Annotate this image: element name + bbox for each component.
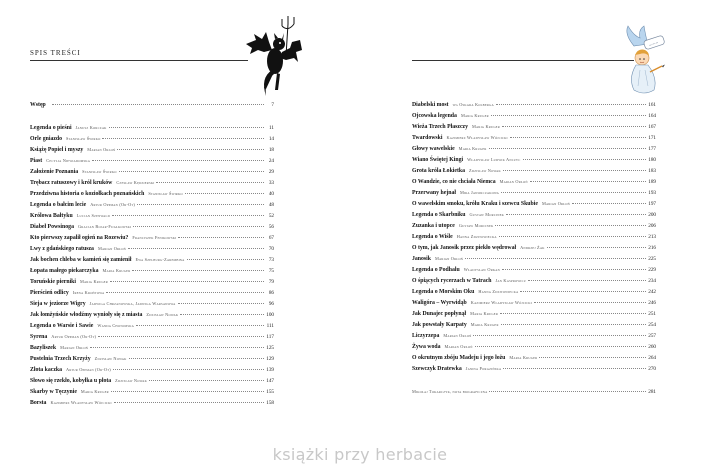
entry-author: Marian Orłoń xyxy=(541,201,571,206)
entry-author: Marian Orłoń xyxy=(443,333,472,338)
toc-entry[interactable] xyxy=(412,364,656,373)
toc-entry[interactable] xyxy=(30,200,274,209)
entry-page: 180 xyxy=(648,157,656,163)
leader-dots xyxy=(114,397,264,403)
leader-dots xyxy=(110,276,264,282)
entry-author: Maria Kruger xyxy=(80,389,109,394)
entry-author: Mira Jaworczakowa xyxy=(459,190,500,195)
toc-entry[interactable] xyxy=(30,398,274,407)
toc-entry[interactable] xyxy=(30,189,274,198)
entry-author: Kazimierz Władysław Wójcicki xyxy=(50,400,112,405)
entry-title: Jak Dunajec popłynął xyxy=(412,311,467,317)
toc-entry[interactable] xyxy=(412,276,656,285)
entry-page: 158 xyxy=(266,400,274,406)
toc-entry[interactable] xyxy=(30,321,274,330)
leader-dots xyxy=(136,320,264,326)
entry-title: O Wandzie, co nie chciała Niemca xyxy=(412,179,496,185)
entry-author: Irena Krońtowa xyxy=(72,290,105,295)
toc-entry[interactable] xyxy=(412,287,656,296)
toc-entry[interactable] xyxy=(30,266,274,275)
entry-author: Janina Porazińska xyxy=(465,366,502,371)
entry-author: Stanisław Świrko xyxy=(82,169,117,174)
toc-entry[interactable] xyxy=(412,199,656,208)
toc-heading: SPIS TREŚCI xyxy=(30,49,81,57)
leader-dots xyxy=(530,176,646,182)
leader-dots xyxy=(499,231,646,237)
entry-author: Marian Orłoń xyxy=(97,246,127,251)
entry-page: 100 xyxy=(266,312,274,318)
entry-page: 111 xyxy=(266,323,274,329)
entry-page: 167 xyxy=(648,124,656,130)
entry-author: Zdzisław Nowak xyxy=(146,312,179,317)
toc-entry[interactable] xyxy=(412,155,656,164)
toc-entry[interactable] xyxy=(412,309,656,318)
leader-dots xyxy=(109,122,264,128)
leader-dots xyxy=(489,386,646,392)
toc-entry[interactable] xyxy=(30,222,274,231)
entry-author: Maria Kruger xyxy=(472,124,500,129)
entry-title: Przedziwna historia o koziołkach poznańskich xyxy=(30,191,145,197)
entry-title: Ojcowska legenda xyxy=(412,113,457,119)
leader-dots xyxy=(475,341,646,347)
toc-entry[interactable] xyxy=(412,320,656,329)
entry-author: Wanda Chotomska xyxy=(97,323,134,328)
entry-title: Legenda o pieśni xyxy=(30,125,72,131)
entry-page: 96 xyxy=(268,301,274,307)
entry-author: Cecylia Niewiadomska xyxy=(46,158,91,163)
entry-author: Gracjan Bojar-Fijałkowski xyxy=(77,224,132,229)
entry-author: Stanisław Świrko xyxy=(148,191,183,196)
entry-author: Marian Orłoń xyxy=(499,179,528,184)
entry-page: 200 xyxy=(648,212,656,218)
toc-entry[interactable] xyxy=(30,123,274,132)
entry-title: Legenda o bałcim lecie xyxy=(30,202,87,208)
entry-title: Legenda o Warsie i Sawie xyxy=(30,323,94,329)
entry-page: 14 xyxy=(268,136,274,142)
entry-page: 193 xyxy=(648,190,656,196)
entry-title: Legenda o Skarbniku xyxy=(412,212,466,218)
leader-dots xyxy=(473,330,646,336)
entry-author: wg Oskara Kolberga xyxy=(452,102,494,107)
entry-author: Maria Kruger xyxy=(80,279,108,284)
toc-entry[interactable] xyxy=(30,244,274,253)
leader-dots xyxy=(132,265,264,271)
entry-author: Ewa Szelburg-Zarembina xyxy=(135,257,185,262)
entry-page: 251 xyxy=(648,311,656,317)
entry-author: Stanisław Świrko xyxy=(66,136,101,141)
entry-page: 7 xyxy=(271,102,274,108)
entry-title: Jak bochen chleba w kamień się zamienił xyxy=(30,257,132,263)
entry-title: Sieja w jeziorze Wigry xyxy=(30,301,86,307)
toc-entry[interactable] xyxy=(412,342,656,351)
leader-dots xyxy=(106,287,264,293)
entry-title: Piast xyxy=(30,158,43,164)
entry-page: 254 xyxy=(648,322,656,328)
entry-author: Maria Kruger xyxy=(509,355,538,360)
entry-author: Czesław Kędzierski xyxy=(116,180,155,185)
entry-page: 257 xyxy=(648,333,656,339)
entry-title: O śpiących rycerzach w Tatrach xyxy=(412,278,492,284)
entry-page: 70 xyxy=(268,246,274,252)
leader-dots xyxy=(92,155,264,161)
leader-dots xyxy=(510,132,646,138)
toc-entry[interactable] xyxy=(30,277,274,286)
leader-dots xyxy=(572,198,646,204)
toc-entry[interactable] xyxy=(412,221,656,230)
toc-entry[interactable] xyxy=(412,177,656,186)
entry-page: 216 xyxy=(648,245,656,251)
entry-page: 183 xyxy=(648,168,656,174)
entry-page: 177 xyxy=(648,146,656,152)
entry-title: Wieża Trzech Płaszczy xyxy=(412,124,469,130)
entry-title: Kto pierwszy zapalił ogień na Rozewiu? xyxy=(30,235,129,241)
entry-page: 86 xyxy=(268,290,274,296)
entry-author: Zdzisław Nowak xyxy=(115,378,148,383)
entry-author: Zdzisław Nowak xyxy=(469,168,501,173)
heading-rule xyxy=(30,60,248,61)
leader-dots xyxy=(501,319,646,325)
entry-title: Grota króla Łokietka xyxy=(412,168,466,174)
entry-title: Liczyrzepa xyxy=(412,333,440,339)
entry-title: Szewczyk Dratewka xyxy=(412,366,462,372)
entry-title: Trębacz ratuszowy i król kruków xyxy=(30,180,113,186)
entry-page: 206 xyxy=(648,223,656,229)
toc-entry[interactable] xyxy=(30,211,274,220)
entry-title: Orle gniazdo xyxy=(30,136,63,142)
entry-title: Janosik xyxy=(412,256,432,262)
toc-entry[interactable] xyxy=(30,332,274,341)
entry-title: Żywa woda xyxy=(412,344,441,350)
entry-title: Pustelnia Trzech Krzyży xyxy=(30,356,91,362)
entry-author: Jadwiga Chrzanowska, Jadwiga Warsawowa xyxy=(89,301,176,306)
leader-dots xyxy=(500,308,646,314)
entry-title: Borsta xyxy=(30,400,47,406)
toc-entry[interactable] xyxy=(412,232,656,241)
leader-dots xyxy=(119,166,264,172)
toc-entry[interactable] xyxy=(412,111,656,120)
entry-title: Wstęp xyxy=(30,102,46,108)
entry-author: Kazimierz Władysław Wójcicki xyxy=(446,135,508,140)
entry-title: Przerwany hejnał xyxy=(412,190,456,196)
toc-entry[interactable] xyxy=(412,144,656,153)
entry-page: 281 xyxy=(648,389,656,395)
entry-title: Zuzanka i utopce xyxy=(412,223,455,229)
leader-dots xyxy=(502,121,646,127)
entry-author: Maria Kruger xyxy=(460,113,489,118)
entry-title: Wiano Świętej Kingi xyxy=(412,157,464,163)
entry-author: Andrzej Żak xyxy=(520,245,545,250)
entry-title: O wawelskim smoku, królu Kraku i szewcu Skubie xyxy=(412,201,538,207)
entry-title: Toruńskie pierniki xyxy=(30,279,77,285)
entry-author: Kazimierz Władysław Wójcicki xyxy=(470,300,532,305)
toc-entry[interactable] xyxy=(412,133,656,142)
entry-author: Artur Oppman (Or-Ot) xyxy=(51,334,97,339)
leader-dots xyxy=(495,220,646,226)
leader-dots xyxy=(534,297,646,303)
entry-author: Mikołaj Tokarczyk, nota biograficzna xyxy=(412,389,488,394)
leader-dots xyxy=(137,199,264,205)
angel-illustration xyxy=(618,24,678,100)
toc-entry[interactable] xyxy=(30,100,274,109)
toc-entry[interactable] xyxy=(30,134,274,143)
leader-dots xyxy=(149,375,264,381)
toc-entry[interactable] xyxy=(412,265,656,274)
entry-title: Diabeł Powsinoga xyxy=(30,224,74,230)
entry-page: 246 xyxy=(648,300,656,306)
entry-page: 147 xyxy=(266,378,274,384)
entry-author: Marian Orłoń xyxy=(60,345,89,350)
entry-page: 33 xyxy=(268,180,274,186)
entry-page: 225 xyxy=(648,256,656,262)
leader-dots xyxy=(503,165,646,171)
leader-dots xyxy=(178,298,265,304)
entry-title: O tym, jak Janosik przez piekło wędrował xyxy=(412,245,517,251)
entry-title: O okrutnym zbóju Madeju i jego łożu xyxy=(412,355,506,361)
entry-title: Skarby w Tęczynie xyxy=(30,389,77,395)
entry-title: Jak powstały Karpaty xyxy=(412,322,467,328)
leader-dots xyxy=(133,221,264,227)
entry-page: 67 xyxy=(268,235,274,241)
toc-entry[interactable] xyxy=(412,100,656,109)
entry-title: Założenie Poznania xyxy=(30,169,79,175)
leader-dots xyxy=(112,210,264,216)
entry-title: Lwy z gdańskiego ratusza xyxy=(30,246,94,252)
entry-author: Hanna Zdzitowiecka xyxy=(478,289,519,294)
entry-title: Jak łomżyńskie włodźmy wynioły się z miasta xyxy=(30,312,143,318)
toc-entry[interactable] xyxy=(30,354,274,363)
entry-title: Legenda o Morskim Oku xyxy=(412,289,475,295)
toc-entry[interactable] xyxy=(412,387,656,396)
entry-title: Łopata małego piekarczyka xyxy=(30,268,99,274)
entry-author: Marian Orłoń xyxy=(87,147,116,152)
entry-page: 264 xyxy=(648,355,656,361)
entry-page: 260 xyxy=(648,344,656,350)
entry-page: 197 xyxy=(648,201,656,207)
leader-dots xyxy=(156,177,264,183)
entry-author: Lucjan Szenwald xyxy=(76,213,110,218)
entry-author: Janusz Korczak xyxy=(75,125,107,130)
left-page xyxy=(0,0,360,440)
heading-rule xyxy=(412,60,634,61)
leader-dots xyxy=(185,188,264,194)
entry-title: Legenda o Wiśle xyxy=(412,234,453,240)
toc-entry[interactable] xyxy=(412,331,656,340)
leader-dots xyxy=(117,144,264,150)
entry-author: Maria Kruger xyxy=(470,322,499,327)
entry-page: 139 xyxy=(266,367,274,373)
bat-devil-illustration xyxy=(242,6,304,114)
entry-title: Głowy wawelskie xyxy=(412,146,455,152)
entry-author: Franciszek Fenikowski xyxy=(132,235,177,240)
leader-dots xyxy=(528,275,646,281)
entry-title: Książę Popiel i myszy xyxy=(30,147,84,153)
toc-entry[interactable] xyxy=(30,167,274,176)
entry-title: Diabelski most xyxy=(412,102,449,108)
svg-text:~~~: ~~~ xyxy=(647,39,660,48)
entry-page: 18 xyxy=(268,147,274,153)
toc-entry[interactable] xyxy=(30,255,274,264)
entry-title: Waligóra – Wyrwidąb xyxy=(412,300,467,306)
entry-author: Maria Kruger xyxy=(102,268,131,273)
leader-dots xyxy=(502,264,646,270)
toc-entry[interactable] xyxy=(30,365,274,374)
entry-author: Artur Oppman (Or-Ot) xyxy=(66,367,111,372)
toc-entry[interactable] xyxy=(412,298,656,307)
leader-dots xyxy=(102,133,264,139)
entry-title: Królowa Bałtyku xyxy=(30,213,73,219)
entry-page: 48 xyxy=(268,202,274,208)
leader-dots xyxy=(128,243,264,249)
entry-author: Władysław Orkan xyxy=(463,267,501,272)
entry-page: 171 xyxy=(648,135,656,141)
entry-author: Marian Orłoń xyxy=(444,344,473,349)
toc-entry[interactable] xyxy=(30,178,274,187)
leader-dots xyxy=(180,309,264,315)
entry-page: 29 xyxy=(268,169,274,175)
entry-page: 213 xyxy=(648,234,656,240)
toc-entry[interactable] xyxy=(412,353,656,362)
entry-author: Władysław Ludwik Anczyc xyxy=(467,157,521,162)
entry-title: Twardowski xyxy=(412,135,443,141)
toc-entry[interactable] xyxy=(30,156,274,165)
toc-entry[interactable] xyxy=(30,299,274,308)
toc-entry[interactable] xyxy=(412,254,656,263)
leader-dots xyxy=(491,110,646,116)
entry-author: Artur Oppman (Or-Ot) xyxy=(90,202,136,207)
leader-dots xyxy=(111,386,264,392)
toc-entry[interactable] xyxy=(30,145,274,154)
entry-title: Słowo się rzekło, kobyłka u płota xyxy=(30,378,112,384)
leader-dots xyxy=(90,342,264,348)
entry-page: 117 xyxy=(266,334,274,340)
entry-page: 24 xyxy=(268,158,274,164)
leader-dots xyxy=(98,331,264,337)
entry-title: Syrena xyxy=(30,334,48,340)
leader-dots xyxy=(465,253,646,259)
entry-page: 56 xyxy=(268,224,274,230)
entry-title: Legenda o Podhalu xyxy=(412,267,460,273)
entry-page: 79 xyxy=(268,279,274,285)
leader-dots xyxy=(520,286,646,292)
toc-entry[interactable] xyxy=(412,122,656,131)
entry-title: Bazyliszek xyxy=(30,345,57,351)
entry-page: 11 xyxy=(269,125,274,131)
entry-author: Maria Kruger xyxy=(458,146,487,151)
entry-author: Gustaw Morcinek xyxy=(469,212,505,217)
leader-dots xyxy=(523,154,647,160)
entry-page: 125 xyxy=(266,345,274,351)
toc-entry[interactable] xyxy=(412,210,656,219)
entry-page: 189 xyxy=(648,179,656,185)
entry-author: Zdzisław Nowak xyxy=(94,356,127,361)
entry-title: Pierścień odlicy xyxy=(30,290,69,296)
leader-dots xyxy=(129,353,265,359)
right-page xyxy=(360,0,720,440)
leader-dots xyxy=(506,209,646,215)
toc-entry[interactable] xyxy=(412,188,656,197)
entry-page: 161 xyxy=(648,102,656,108)
entry-page: 40 xyxy=(268,191,274,197)
entry-page: 75 xyxy=(268,268,274,274)
toc-entry[interactable] xyxy=(30,387,274,396)
entry-page: 229 xyxy=(648,267,656,273)
leader-dots xyxy=(187,254,265,260)
toc-entry[interactable] xyxy=(412,243,656,252)
toc-entry[interactable] xyxy=(412,166,656,175)
leader-dots xyxy=(503,363,646,369)
entry-page: 164 xyxy=(648,113,656,119)
leader-dots xyxy=(547,242,646,248)
leader-dots xyxy=(178,232,264,238)
entry-page: 270 xyxy=(648,366,656,372)
leader-dots xyxy=(489,143,646,149)
leader-dots xyxy=(496,99,646,105)
entry-page: 129 xyxy=(266,356,274,362)
toc-entry[interactable] xyxy=(30,288,274,297)
entry-page: 242 xyxy=(648,289,656,295)
entry-author: Gustaw Morcinek xyxy=(458,223,494,228)
entry-author: Maria Kruger xyxy=(470,311,499,316)
entry-page: 73 xyxy=(268,257,274,263)
toc-entry[interactable] xyxy=(30,376,274,385)
leader-dots xyxy=(52,99,264,105)
leader-dots xyxy=(501,187,646,193)
leader-dots xyxy=(539,352,646,358)
entry-author: Hanna Zdzitowiecka xyxy=(456,234,497,239)
entry-author: Marian Orłoń xyxy=(435,256,464,261)
entry-page: 155 xyxy=(266,389,274,395)
toc-entry[interactable] xyxy=(30,310,274,319)
entry-title: Złota kaczka xyxy=(30,367,63,373)
entry-page: 234 xyxy=(648,278,656,284)
footer-watermark: książki przy herbacie xyxy=(272,445,448,464)
entry-page: 52 xyxy=(268,213,274,219)
toc-entry[interactable] xyxy=(30,343,274,352)
toc-entry[interactable] xyxy=(30,233,274,242)
entry-author: Jan Kasprowicz xyxy=(495,278,526,283)
leader-dots xyxy=(113,364,264,370)
